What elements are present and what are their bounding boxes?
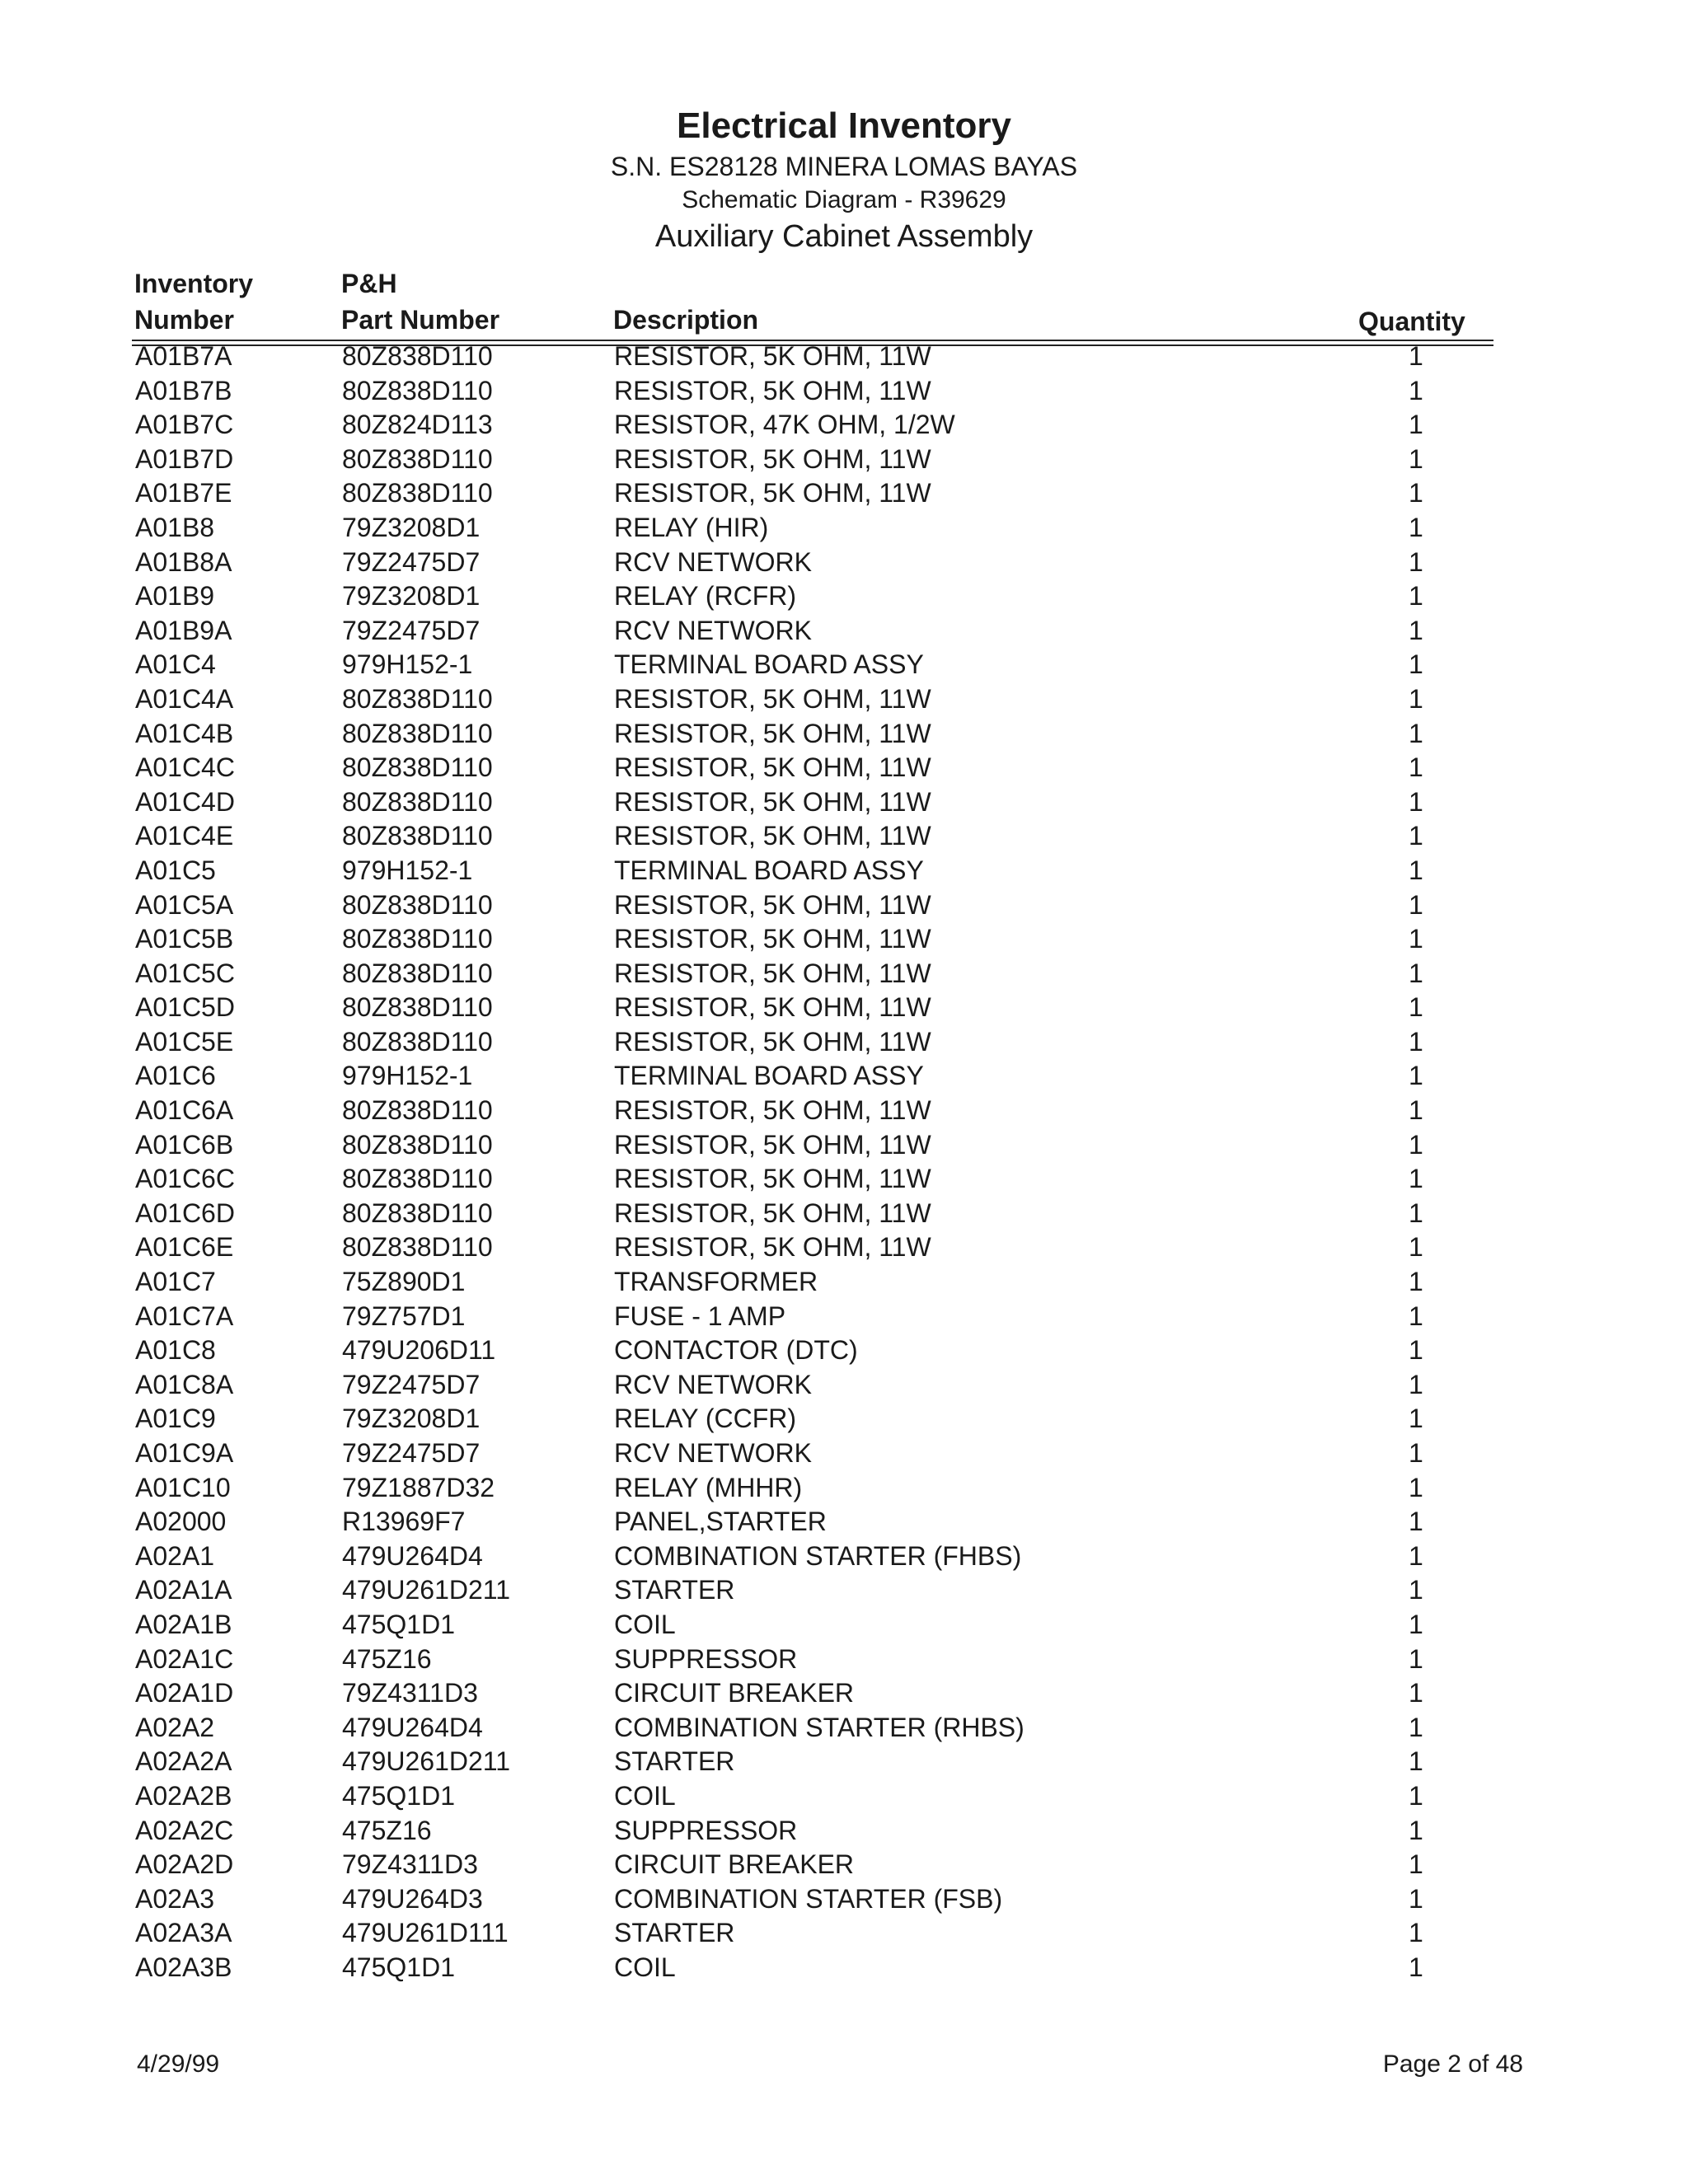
inventory-number-cell: A01C8 xyxy=(135,1335,216,1366)
part-number-cell: 79Z2475D7 xyxy=(342,615,481,645)
quantity-cell: 1 xyxy=(1409,1061,1423,1091)
quantity-cell: 1 xyxy=(1409,821,1423,851)
description-cell: RESISTOR, 5K OHM, 11W xyxy=(614,1164,931,1194)
table-row xyxy=(0,1572,1688,1606)
footer-page-number: Page 2 of 48 xyxy=(1382,2050,1523,2078)
part-number-cell: 80Z838D110 xyxy=(342,924,493,954)
description-cell: RESISTOR, 5K OHM, 11W xyxy=(614,786,931,817)
table-row xyxy=(0,1366,1688,1401)
inventory-number-cell: A01C4A xyxy=(135,683,234,714)
inventory-number-cell: A01C5A xyxy=(135,889,234,920)
quantity-cell: 1 xyxy=(1409,1129,1423,1160)
quantity-cell: 1 xyxy=(1409,924,1423,954)
inventory-number-cell: A02A2C xyxy=(135,1815,234,1845)
inventory-number-cell: A02A3A xyxy=(135,1918,232,1948)
quantity-cell: 1 xyxy=(1409,958,1423,988)
assembly-name: Auxiliary Cabinet Assembly xyxy=(654,219,1034,254)
table-row xyxy=(0,1435,1688,1469)
table-row xyxy=(0,1606,1688,1641)
quantity-cell: 1 xyxy=(1409,1438,1423,1468)
description-cell: CONTACTOR (DTC) xyxy=(614,1335,858,1366)
inventory-number-cell: A01C4D xyxy=(135,786,235,817)
description-cell: FUSE - 1 AMP xyxy=(614,1301,786,1331)
quantity-cell: 1 xyxy=(1409,1918,1423,1948)
description-cell: RESISTOR, 5K OHM, 11W xyxy=(614,683,931,714)
inventory-number-cell: A01B7E xyxy=(135,478,232,509)
description-cell: COMBINATION STARTER (FSB) xyxy=(614,1883,1003,1914)
quantity-cell: 1 xyxy=(1409,718,1423,748)
part-number-cell: 80Z838D110 xyxy=(342,958,493,988)
quantity-cell: 1 xyxy=(1409,1232,1423,1263)
description-cell: RCV NETWORK xyxy=(614,1369,812,1399)
description-cell: COMBINATION STARTER (FHBS) xyxy=(614,1540,1022,1571)
table-row xyxy=(0,749,1688,784)
inventory-number-cell: A01C9A xyxy=(135,1438,234,1468)
part-number-cell: 479U261D111 xyxy=(342,1918,509,1948)
inventory-number-cell: A01C5C xyxy=(135,958,235,988)
column-header-quantity: Quantity xyxy=(1358,307,1465,336)
inventory-number-cell: A01C10 xyxy=(135,1472,231,1502)
quantity-cell: 1 xyxy=(1409,1197,1423,1228)
part-number-cell: 80Z838D110 xyxy=(342,1095,493,1126)
table-row xyxy=(0,1229,1688,1263)
inventory-number-cell: A01B8A xyxy=(135,546,232,577)
quantity-cell: 1 xyxy=(1409,1267,1423,1297)
quantity-cell: 1 xyxy=(1409,1712,1423,1742)
table-row xyxy=(0,1709,1688,1744)
table-row xyxy=(0,475,1688,509)
table-row xyxy=(0,646,1688,681)
description-cell: RELAY (HIR) xyxy=(614,512,769,542)
document-title: Electrical Inventory xyxy=(677,105,1011,146)
inventory-number-cell: A01B7B xyxy=(135,375,232,405)
part-number-cell: 79Z4311D3 xyxy=(342,1849,478,1880)
part-number-cell: 80Z838D110 xyxy=(342,1197,493,1228)
table-row xyxy=(0,1057,1688,1092)
part-number-cell: 979H152-1 xyxy=(342,1061,473,1091)
part-number-cell: 75Z890D1 xyxy=(342,1267,466,1297)
description-cell: PANEL,STARTER xyxy=(614,1507,827,1537)
inventory-number-cell: A01C7 xyxy=(135,1267,216,1297)
table-row xyxy=(0,1846,1688,1881)
quantity-cell: 1 xyxy=(1409,1883,1423,1914)
description-cell: STARTER xyxy=(614,1575,735,1605)
inventory-number-cell: A02A1C xyxy=(135,1643,234,1674)
footer-date: 4/29/99 xyxy=(137,2050,220,2078)
inventory-number-cell: A01C4C xyxy=(135,752,235,783)
quantity-cell: 1 xyxy=(1409,1095,1423,1126)
table-row xyxy=(0,818,1688,852)
inventory-number-cell: A01B9A xyxy=(135,615,232,645)
table-row xyxy=(0,715,1688,750)
quantity-cell: 1 xyxy=(1409,341,1423,371)
table-row xyxy=(0,955,1688,990)
table-row xyxy=(0,1469,1688,1504)
table-row xyxy=(0,1263,1688,1298)
description-cell: COIL xyxy=(614,1609,676,1639)
table-row xyxy=(0,1503,1688,1538)
quantity-cell: 1 xyxy=(1409,752,1423,783)
table-row xyxy=(0,1675,1688,1709)
inventory-number-cell: A01C4 xyxy=(135,649,216,680)
inventory-number-cell: A01C4E xyxy=(135,821,234,851)
description-cell: RESISTOR, 5K OHM, 11W xyxy=(614,718,931,748)
inventory-number-cell: A02A2 xyxy=(135,1712,215,1742)
quantity-cell: 1 xyxy=(1409,1540,1423,1571)
part-number-cell: 79Z3208D1 xyxy=(342,512,481,542)
description-cell: COIL xyxy=(614,1952,676,1982)
table-row xyxy=(0,1743,1688,1778)
description-cell: RESISTOR, 5K OHM, 11W xyxy=(614,478,931,509)
table-row xyxy=(0,1812,1688,1847)
part-number-cell: 80Z838D110 xyxy=(342,821,493,851)
description-cell: COMBINATION STARTER (RHBS) xyxy=(614,1712,1025,1742)
part-number-cell: 479U261D211 xyxy=(342,1746,511,1777)
part-number-cell: 79Z4311D3 xyxy=(342,1678,478,1708)
description-cell: RESISTOR, 5K OHM, 11W xyxy=(614,341,931,371)
quantity-cell: 1 xyxy=(1409,1678,1423,1708)
table-row xyxy=(0,921,1688,955)
part-number-cell: 80Z838D110 xyxy=(342,1232,493,1263)
quantity-cell: 1 xyxy=(1409,786,1423,817)
table-row xyxy=(0,1538,1688,1572)
quantity-cell: 1 xyxy=(1409,1335,1423,1366)
part-number-cell: 80Z838D110 xyxy=(342,889,493,920)
inventory-number-cell: A01C5 xyxy=(135,855,216,885)
inventory-number-cell: A02A1 xyxy=(135,1540,215,1571)
serial-number: S.N. ES28128 MINERA LOMAS BAYAS xyxy=(610,152,1078,181)
description-cell: RESISTOR, 5K OHM, 11W xyxy=(614,375,931,405)
part-number-cell: 475Q1D1 xyxy=(342,1780,455,1811)
description-cell: STARTER xyxy=(614,1746,735,1777)
quantity-cell: 1 xyxy=(1409,1507,1423,1537)
part-number-cell: 479U264D4 xyxy=(342,1712,483,1742)
description-cell: STARTER xyxy=(614,1918,735,1948)
quantity-cell: 1 xyxy=(1409,512,1423,542)
part-number-cell: 79Z1887D32 xyxy=(342,1472,495,1502)
quantity-cell: 1 xyxy=(1409,1609,1423,1639)
inventory-number-cell: A02000 xyxy=(135,1507,227,1537)
part-number-cell: 79Z2475D7 xyxy=(342,546,481,577)
quantity-cell: 1 xyxy=(1409,1575,1423,1605)
table-row xyxy=(0,1778,1688,1812)
inventory-number-cell: A02A1A xyxy=(135,1575,232,1605)
part-number-cell: 979H152-1 xyxy=(342,649,473,680)
table-row xyxy=(0,441,1688,476)
inventory-number-cell: A01C6A xyxy=(135,1095,234,1126)
quantity-cell: 1 xyxy=(1409,1026,1423,1057)
inventory-number-cell: A01C6 xyxy=(135,1061,216,1091)
quantity-cell: 1 xyxy=(1409,1301,1423,1331)
description-cell: COIL xyxy=(614,1780,676,1811)
column-header-inventory-number xyxy=(134,265,253,338)
inventory-number-cell: A01C6B xyxy=(135,1129,234,1160)
part-number-cell: 80Z838D110 xyxy=(342,786,493,817)
description-cell: RESISTOR, 5K OHM, 11W xyxy=(614,443,931,474)
description-cell: RELAY (CCFR) xyxy=(614,1404,797,1434)
table-row xyxy=(0,989,1688,1024)
part-number-cell: 80Z824D113 xyxy=(342,410,493,440)
part-number-cell: 479U206D11 xyxy=(342,1335,496,1366)
description-cell: RESISTOR, 5K OHM, 11W xyxy=(614,889,931,920)
quantity-cell: 1 xyxy=(1409,478,1423,509)
part-number-cell: 79Z2475D7 xyxy=(342,1438,481,1468)
inventory-number-cell: A01C5E xyxy=(135,1026,234,1057)
inventory-number-cell: A01B8 xyxy=(135,512,215,542)
table-row xyxy=(0,578,1688,612)
inventory-number-cell: A01B7D xyxy=(135,443,234,474)
quantity-cell: 1 xyxy=(1409,649,1423,680)
description-cell: RESISTOR, 5K OHM, 11W xyxy=(614,1026,931,1057)
inventory-number-cell: A02A2D xyxy=(135,1849,234,1880)
part-number-cell: 79Z757D1 xyxy=(342,1301,466,1331)
part-number-cell: 80Z838D110 xyxy=(342,992,493,1023)
part-number-cell: 80Z838D110 xyxy=(342,443,493,474)
part-number-cell: 475Z16 xyxy=(342,1643,432,1674)
table-row xyxy=(0,1298,1688,1333)
description-cell: RESISTOR, 5K OHM, 11W xyxy=(614,1095,931,1126)
quantity-cell: 1 xyxy=(1409,410,1423,440)
table-row xyxy=(0,887,1688,921)
table-row xyxy=(0,1092,1688,1127)
quantity-cell: 1 xyxy=(1409,375,1423,405)
quantity-cell: 1 xyxy=(1409,1746,1423,1777)
column-header-part-line1: P&H xyxy=(341,269,397,298)
column-header-description: Description xyxy=(613,305,759,335)
table-row xyxy=(0,1641,1688,1675)
table-row xyxy=(0,1160,1688,1195)
table-row xyxy=(0,852,1688,887)
table-row xyxy=(0,509,1688,544)
description-cell: SUPPRESSOR xyxy=(614,1815,798,1845)
part-number-cell: 79Z3208D1 xyxy=(342,1404,481,1434)
inventory-number-cell: A02A3B xyxy=(135,1952,232,1982)
table-row xyxy=(0,373,1688,407)
inventory-number-cell: A01C7A xyxy=(135,1301,234,1331)
table-row xyxy=(0,784,1688,818)
table-row xyxy=(0,1332,1688,1366)
quantity-cell: 1 xyxy=(1409,615,1423,645)
part-number-cell: 80Z838D110 xyxy=(342,752,493,783)
part-number-cell: 80Z838D110 xyxy=(342,718,493,748)
inventory-number-cell: A01C4B xyxy=(135,718,234,748)
part-number-cell: 475Z16 xyxy=(342,1815,432,1845)
description-cell: RCV NETWORK xyxy=(614,1438,812,1468)
quantity-cell: 1 xyxy=(1409,1952,1423,1982)
description-cell: SUPPRESSOR xyxy=(614,1643,798,1674)
table-row xyxy=(0,338,1688,373)
description-cell: RELAY (MHHR) xyxy=(614,1472,803,1502)
description-cell: RESISTOR, 47K OHM, 1/2W xyxy=(614,410,955,440)
quantity-cell: 1 xyxy=(1409,443,1423,474)
column-header-inventory-line2: Number xyxy=(134,305,234,335)
inventory-number-cell: A01C8A xyxy=(135,1369,234,1399)
description-cell: RESISTOR, 5K OHM, 11W xyxy=(614,1129,931,1160)
quantity-cell: 1 xyxy=(1409,1404,1423,1434)
description-cell: RESISTOR, 5K OHM, 11W xyxy=(614,992,931,1023)
description-cell: RCV NETWORK xyxy=(614,546,812,577)
description-cell: CIRCUIT BREAKER xyxy=(614,1849,855,1880)
description-cell: TERMINAL BOARD ASSY xyxy=(614,855,924,885)
inventory-number-cell: A01C5B xyxy=(135,924,234,954)
inventory-number-cell: A01C5D xyxy=(135,992,235,1023)
quantity-cell: 1 xyxy=(1409,1472,1423,1502)
quantity-cell: 1 xyxy=(1409,1643,1423,1674)
inventory-number-cell: A01C6E xyxy=(135,1232,234,1263)
description-cell: RESISTOR, 5K OHM, 11W xyxy=(614,958,931,988)
quantity-cell: 1 xyxy=(1409,683,1423,714)
quantity-cell: 1 xyxy=(1409,546,1423,577)
inventory-number-cell: A01C6C xyxy=(135,1164,235,1194)
table-row xyxy=(0,1127,1688,1161)
quantity-cell: 1 xyxy=(1409,1849,1423,1880)
inventory-number-cell: A01B9 xyxy=(135,581,215,612)
part-number-cell: 79Z3208D1 xyxy=(342,581,481,612)
part-number-cell: 479U261D211 xyxy=(342,1575,511,1605)
description-cell: TRANSFORMER xyxy=(614,1267,818,1297)
inventory-number-cell: A02A2A xyxy=(135,1746,232,1777)
part-number-cell: 479U264D3 xyxy=(342,1883,483,1914)
inventory-number-cell: A01B7A xyxy=(135,341,232,371)
column-header-inventory-line1: Inventory xyxy=(134,269,254,298)
part-number-cell: R13969F7 xyxy=(342,1507,466,1537)
quantity-cell: 1 xyxy=(1409,889,1423,920)
table-row xyxy=(0,1024,1688,1058)
inventory-number-cell: A02A2B xyxy=(135,1780,232,1811)
description-cell: RESISTOR, 5K OHM, 11W xyxy=(614,1232,931,1263)
quantity-cell: 1 xyxy=(1409,581,1423,612)
inventory-number-cell: A02A1D xyxy=(135,1678,234,1708)
quantity-cell: 1 xyxy=(1409,1164,1423,1194)
table-row xyxy=(0,681,1688,715)
description-cell: RCV NETWORK xyxy=(614,615,812,645)
inventory-table xyxy=(0,338,1688,1984)
quantity-cell: 1 xyxy=(1409,1815,1423,1845)
inventory-number-cell: A02A1B xyxy=(135,1609,232,1639)
description-cell: TERMINAL BOARD ASSY xyxy=(614,649,924,680)
quantity-cell: 1 xyxy=(1409,855,1423,885)
column-header-part-number xyxy=(341,265,499,338)
inventory-number-cell: A01C9 xyxy=(135,1404,216,1434)
description-cell: RESISTOR, 5K OHM, 11W xyxy=(614,924,931,954)
table-row xyxy=(0,1195,1688,1230)
quantity-cell: 1 xyxy=(1409,992,1423,1023)
table-row xyxy=(0,544,1688,579)
column-header-part-line2: Part Number xyxy=(341,305,500,335)
part-number-cell: 979H152-1 xyxy=(342,855,473,885)
description-cell: RESISTOR, 5K OHM, 11W xyxy=(614,821,931,851)
table-row xyxy=(0,406,1688,441)
description-cell: TERMINAL BOARD ASSY xyxy=(614,1061,924,1091)
part-number-cell: 80Z838D110 xyxy=(342,1164,493,1194)
table-row xyxy=(0,1949,1688,1984)
description-cell: RESISTOR, 5K OHM, 11W xyxy=(614,752,931,783)
part-number-cell: 475Q1D1 xyxy=(342,1609,455,1639)
part-number-cell: 80Z838D110 xyxy=(342,341,493,371)
description-cell: RELAY (RCFR) xyxy=(614,581,797,612)
part-number-cell: 79Z2475D7 xyxy=(342,1369,481,1399)
schematic-reference: Schematic Diagram - R39629 xyxy=(682,186,1006,213)
quantity-cell: 1 xyxy=(1409,1369,1423,1399)
part-number-cell: 80Z838D110 xyxy=(342,683,493,714)
table-row xyxy=(0,1915,1688,1949)
part-number-cell: 80Z838D110 xyxy=(342,1026,493,1057)
quantity-cell: 1 xyxy=(1409,1780,1423,1811)
part-number-cell: 475Q1D1 xyxy=(342,1952,455,1982)
inventory-number-cell: A01B7C xyxy=(135,410,234,440)
part-number-cell: 80Z838D110 xyxy=(342,478,493,509)
description-cell: RESISTOR, 5K OHM, 11W xyxy=(614,1197,931,1228)
part-number-cell: 80Z838D110 xyxy=(342,1129,493,1160)
description-cell: CIRCUIT BREAKER xyxy=(614,1678,855,1708)
inventory-number-cell: A01C6D xyxy=(135,1197,235,1228)
part-number-cell: 80Z838D110 xyxy=(342,375,493,405)
table-row xyxy=(0,612,1688,647)
table-row xyxy=(0,1400,1688,1435)
table-row xyxy=(0,1881,1688,1915)
inventory-number-cell: A02A3 xyxy=(135,1883,215,1914)
part-number-cell: 479U264D4 xyxy=(342,1540,483,1571)
